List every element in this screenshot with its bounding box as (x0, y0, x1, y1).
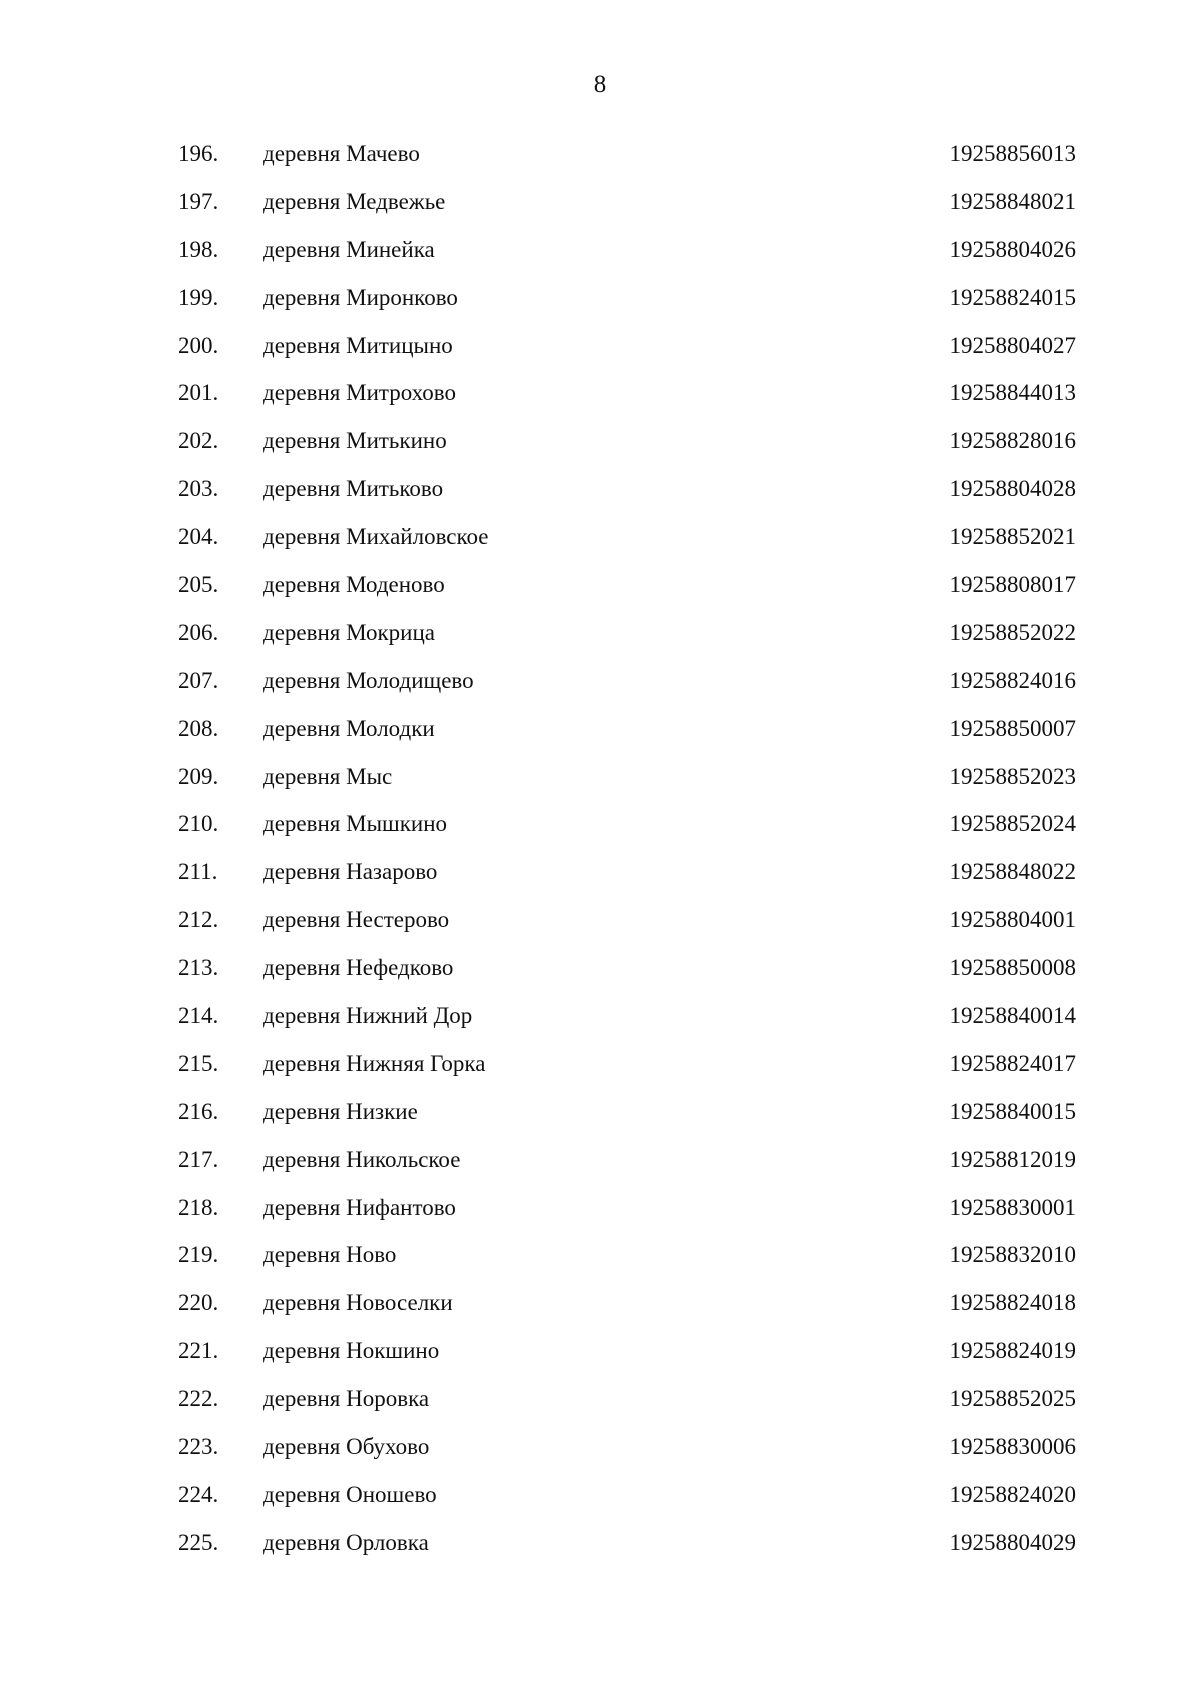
settlement-name: деревня Молодки (263, 715, 435, 741)
list-item (0, 1193, 1200, 1241)
item-number: 211. (178, 859, 218, 885)
item-number: 216. (178, 1098, 219, 1124)
list-item (0, 426, 1200, 474)
oktmo-code: 19258856013 (949, 141, 1076, 166)
item-number: 220. (178, 1290, 219, 1316)
item-number: 209. (178, 763, 219, 789)
list-item (0, 1288, 1200, 1336)
settlement-name: деревня Ново (263, 1242, 397, 1268)
list-item (0, 762, 1200, 810)
item-number: 210. (178, 811, 219, 837)
oktmo-code: 19258850008 (949, 955, 1076, 981)
settlement-name: деревня Митицыно (263, 332, 453, 358)
item-number: 208. (178, 715, 219, 741)
settlement-name: деревня Медвежье (263, 188, 446, 214)
settlement-name: деревня Митрохово (263, 380, 456, 406)
item-number: 218. (178, 1194, 219, 1220)
list-item (0, 1145, 1200, 1193)
settlement-name: деревня Нижняя Горка (263, 1050, 486, 1076)
list-item (0, 235, 1200, 283)
settlement-name: деревня Мокрица (263, 619, 435, 645)
item-number: 196. (178, 141, 219, 166)
oktmo-code: 19258824019 (949, 1338, 1076, 1364)
settlement-name: деревня Орловка (263, 1529, 429, 1555)
settlement-name: деревня Нокшино (263, 1338, 440, 1364)
oktmo-code: 19258828016 (949, 428, 1076, 454)
oktmo-code: 19258804028 (949, 476, 1076, 502)
item-number: 225. (178, 1529, 219, 1555)
settlement-name: деревня Новоселки (263, 1290, 453, 1316)
oktmo-code: 19258840015 (949, 1098, 1076, 1124)
list-item (0, 666, 1200, 714)
item-number: 204. (178, 524, 219, 550)
list-item (0, 139, 1200, 187)
list-item (0, 1432, 1200, 1480)
oktmo-code: 19258824018 (949, 1290, 1076, 1316)
item-number: 207. (178, 667, 219, 693)
list-item (0, 953, 1200, 1001)
settlement-name: деревня Оношево (263, 1481, 437, 1507)
item-number: 200. (178, 332, 219, 358)
list-item (0, 714, 1200, 762)
list-item (0, 618, 1200, 666)
oktmo-code: 19258852022 (949, 619, 1076, 645)
list-item (0, 1528, 1200, 1576)
list-item (0, 857, 1200, 905)
oktmo-code: 19258804027 (949, 332, 1076, 358)
item-number: 224. (178, 1481, 219, 1507)
item-number: 203. (178, 476, 219, 502)
oktmo-code: 19258852024 (949, 811, 1076, 837)
list-item (0, 331, 1200, 379)
settlement-name: деревня Моденово (263, 572, 445, 598)
list-item (0, 1240, 1200, 1288)
item-number: 197. (178, 188, 219, 214)
settlement-name: деревня Обухово (263, 1434, 430, 1460)
list-item (0, 809, 1200, 857)
settlement-name: деревня Мачево (263, 141, 420, 166)
item-number: 202. (178, 428, 219, 454)
oktmo-code: 19258808017 (949, 572, 1076, 598)
item-number: 212. (178, 907, 219, 933)
list-item (0, 378, 1200, 426)
item-number: 206. (178, 619, 219, 645)
settlement-name: деревня Нефедково (263, 955, 454, 981)
oktmo-code: 19258804026 (949, 236, 1076, 262)
settlement-list (0, 139, 1200, 1576)
item-number: 213. (178, 955, 219, 981)
list-item (0, 1336, 1200, 1384)
settlement-name: деревня Нестерово (263, 907, 450, 933)
list-item (0, 1480, 1200, 1528)
oktmo-code: 19258804001 (949, 907, 1076, 933)
oktmo-code: 19258844013 (949, 380, 1076, 406)
list-item (0, 283, 1200, 331)
settlement-name: деревня Митькино (263, 428, 447, 454)
list-item (0, 187, 1200, 235)
list-item (0, 1049, 1200, 1097)
oktmo-code: 19258840014 (949, 1003, 1076, 1029)
item-number: 199. (178, 284, 219, 310)
oktmo-code: 19258852025 (949, 1386, 1076, 1412)
settlement-name: деревня Миронково (263, 284, 458, 310)
oktmo-code: 19258824016 (949, 667, 1076, 693)
oktmo-code: 19258848021 (949, 188, 1076, 214)
item-number: 214. (178, 1003, 219, 1029)
item-number: 221. (178, 1338, 219, 1364)
oktmo-code: 19258824015 (949, 284, 1076, 310)
settlement-name: деревня Назарово (263, 859, 438, 885)
oktmo-code: 19258824020 (949, 1481, 1076, 1507)
oktmo-code: 19258830006 (949, 1434, 1076, 1460)
list-item (0, 474, 1200, 522)
item-number: 219. (178, 1242, 219, 1268)
settlement-name: деревня Михайловское (263, 524, 489, 550)
settlement-name: деревня Мышкино (263, 811, 448, 837)
oktmo-code: 19258850007 (949, 715, 1076, 741)
settlement-name: деревня Мыс (263, 763, 393, 789)
settlement-name: деревня Нижний Дор (263, 1003, 473, 1029)
oktmo-code: 19258804029 (949, 1529, 1076, 1555)
oktmo-code: 19258852023 (949, 763, 1076, 789)
oktmo-code: 19258848022 (949, 859, 1076, 885)
item-number: 215. (178, 1050, 219, 1076)
list-item (0, 905, 1200, 953)
list-item (0, 1001, 1200, 1049)
item-number: 217. (178, 1146, 219, 1172)
settlement-name: деревня Митьково (263, 476, 444, 502)
list-item (0, 522, 1200, 570)
oktmo-code: 19258852021 (949, 524, 1076, 550)
page-number: 8 (593, 71, 607, 98)
list-item (0, 1097, 1200, 1145)
oktmo-code: 19258830001 (949, 1194, 1076, 1220)
settlement-name: деревня Никольское (263, 1146, 461, 1172)
list-item (0, 1384, 1200, 1432)
oktmo-code: 19258832010 (949, 1242, 1076, 1268)
item-number: 222. (178, 1386, 219, 1412)
oktmo-code: 19258812019 (949, 1146, 1076, 1172)
settlement-name: деревня Нифантово (263, 1194, 456, 1220)
settlement-name: деревня Молодищево (263, 667, 474, 693)
settlement-name: деревня Норовка (263, 1386, 430, 1412)
item-number: 223. (178, 1434, 219, 1460)
item-number: 201. (178, 380, 219, 406)
settlement-name: деревня Низкие (263, 1098, 418, 1124)
oktmo-code: 19258824017 (949, 1050, 1076, 1076)
item-number: 198. (178, 236, 219, 262)
item-number: 205. (178, 572, 219, 598)
settlement-name: деревня Минейка (263, 236, 435, 262)
list-item (0, 570, 1200, 618)
